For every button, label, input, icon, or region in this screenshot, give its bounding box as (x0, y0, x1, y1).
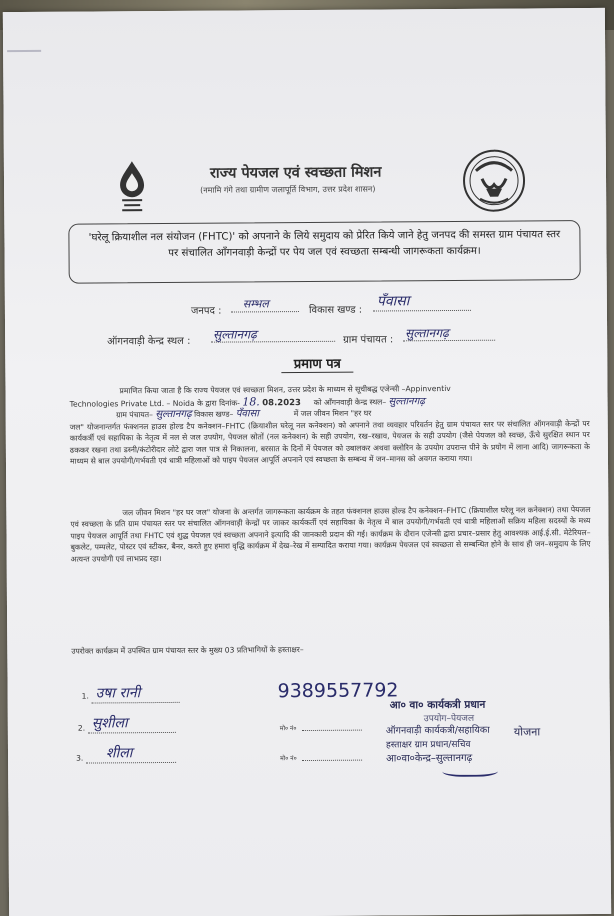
page-title: राज्य पेयजल एवं स्वच्छता मिशन (209, 164, 382, 182)
stamp-signature-scribble (442, 763, 498, 777)
vikas-khand-value: पँवासा (376, 293, 410, 310)
body-line-3-a: ग्राम पंचायत– (116, 410, 153, 420)
gram-panchayat-value: सुल्तानगढ़ (405, 326, 449, 341)
mobile-label-3: मो० नं० (280, 755, 297, 763)
mobile-label-2: मो० नं० (279, 725, 297, 733)
stamp-line-4: आ०वा०केन्द्र–सुल्तानगढ़ (386, 752, 473, 765)
paragraph-1: जल" योजनान्तर्गत फंक्शनल हाउस होल्ड टैप कनेक्शन–FHTC (क्रियाशील घरेलू नल कनेक्शन) को अपनाने तथा व्यवहार परिवर्तन हेतु ग्राम पंचायत स्तर पर संचालित ऑगनवाड़ी केन्द्रों पर कार्यकर्त्री एवं सहायिका के नेतृत्व में नल से जल उपयोग, पेयजल स्रोतों (नल कनेक्शन) के सही उपयोग, रख–रखाव, पेयजल के सही उपयोग (जैसे पेयजल को स्वच्छ, ऊँचे सुरक्षित स्थान पर ढककर रखना तथा डस्नी/कंटोरीदार लोटे द्वारा जल पात्र से निकालना, बरसात के दिनों में पेयजल को उबालकर अथवा क्लोरिन के उपयोग उपरान्त पीने के प्रयोग में लाना आदि) जागरूकता के माध्यम से बाल उपयोगी/गर्भवती एवं धात्री महिलाओं को पाइप पेयजल आपूर्ति अपनाने एवं स्वच्छता के सम्बन्ध में जन–मानस को अवगत कराया गया। (69, 419, 590, 466)
body-line-1: प्रमाणित किया जाता है कि राज्य पेयजल एवं स्वच्छता मिशन, उत्तर प्रदेश के माध्यम से सूचीबद्ध एजेन्सी –Appinventiv (119, 383, 451, 396)
paragraph-3: उपरोक्त कार्यक्रम में उपस्थित ग्राम पंचायत स्तर के मुख्य 03 प्रतिभागियों के हस्ताक्षर– (71, 645, 304, 656)
janpad-label: जनपद : (190, 305, 222, 317)
official-stamp (386, 698, 567, 795)
vikas-khand-label: विकास खण्ड : (308, 304, 363, 316)
signature-2-number: 2. (77, 723, 86, 733)
paragraph-2: जल जीवन मिशन "हर घर जल" योजना के अन्तर्गत जागरूकता कार्यक्रम के तहत फंक्शनल हाउस होल्ड टैप कनेक्शन–FHTC (क्रियाशील घरेलू नल कनेक्शन) तथा पेयजल एवं स्वच्छता के प्रति ग्राम पंचायत स्तर पर संचालित ऑगनवाड़ी केन्द्रों पर जाकर कार्यकर्ती एवं सहायिका के नेतृत्व में बाल उपयोगी/गर्भवती एवं धात्री महिलाओं सक्रिय महिला सदस्यों के मध्य पाइप पेयजल आपूर्ति तथा FHTC एवं शुद्ध पेयजल एवं स्वच्छता अपनाने इत्यादि की जानकारी प्रदान की गई। कार्यक्रम के दौरान एजेन्सी द्वारा प्रचार–प्रसार हेतु आवश्यक आई.ई.सी. मेटेरियल–बुकलेट, पम्पलेट, पोस्टर एवं स्टीकर, बैनर, करते हुए हमारा वृद्धि कार्यक्रम में देख–रेख में सम्पादित कराया गया। कार्यक्रम पेयजल एवं स्वच्छता से सम्बन्धित होने के साथ ही जन–समुदाय के लिए अत्यन्त उपयोगी एवं लाभप्रद रहा। (70, 505, 591, 564)
signature-1-field (92, 687, 180, 704)
banner-text: 'घरेलू क्रियाशील नल संयोजन (FHTC)' को अपनाने के लिये समुदाय को प्रेरित किये जाने हेतु जनपद की समस्त ग्राम पंचायत स्तर पर संचालित आँगनवाड़ी केन्द्रों पर पेय जल एवं स्वच्छता सम्बन्धी जागरूकता कार्यक्रम। (88, 229, 561, 259)
stamp-line-1: आ० वा० कार्यकत्री प्रधान (389, 698, 486, 712)
paper-mark (7, 50, 41, 52)
anganwadi-value: सुल्तानगढ़ (213, 327, 257, 342)
body-line-3-c: में जल जीवन मिशन "हर घर (293, 408, 372, 419)
janpad-field (231, 298, 299, 312)
stamp-overlay-2: योजना (513, 725, 541, 739)
body-line-2-text: Technologies Private Ltd. – Noida के द्वारा दिनांक- (69, 398, 240, 409)
janpad-value: सम्भल (242, 297, 269, 311)
program-banner (68, 220, 580, 284)
up-government-seal (462, 148, 526, 212)
signature-2-field (88, 717, 176, 734)
certificate-heading: प्रमाण पत्र (281, 354, 353, 374)
gram-panchayat-label: ग्राम पंचायत : (343, 334, 394, 346)
phone-number: 9389557792 (277, 679, 399, 703)
page-subtitle: (नमामि गंगे तथा ग्रामीण जलापूर्ति विभाग, उत्तर प्रदेश शासन) (200, 184, 376, 195)
signature-1: उषा रानी (95, 685, 141, 702)
body-line-2-b: को आँगनवाड़ी केन्द्र स्थल– (313, 397, 387, 407)
anganwadi-label: ऑगनवाड़ी केन्द्र स्थल : (107, 335, 191, 348)
signature-3-number: 3. (76, 753, 84, 763)
stamp-line-2: ऑगनवाड़ी कार्यकत्री/सहायिका (385, 724, 490, 737)
mobile-field-3 (302, 760, 362, 761)
jal-jeevan-logo (112, 159, 152, 213)
stamp-line-3: हस्ताक्षर ग्राम प्रधान/सचिव (385, 739, 471, 751)
body-line-3-b: विकास खण्ड– (194, 409, 234, 419)
document-page (3, 8, 611, 916)
date-day: 18. (242, 395, 260, 409)
signature-3-field (86, 747, 176, 764)
line-3-handwritten-1: सुल्तानगढ़ (155, 408, 192, 421)
anganwadi-field (211, 328, 335, 343)
water-drop-icon (112, 159, 152, 213)
date-rest: 08.2023 (262, 398, 301, 409)
state-emblem-icon (462, 148, 526, 212)
gram-panchayat-field (403, 327, 495, 342)
mobile-field-2 (302, 730, 362, 731)
signature-2: सुशीला (91, 715, 128, 732)
signature-1-number: 1. (81, 691, 89, 701)
stamp-overlay-1: उपयोग–पेयजल (423, 713, 475, 725)
line-2-handwritten: सुल्तानगढ़ (388, 396, 425, 408)
vikas-khand-field (373, 295, 471, 312)
line-3-handwritten-2: पँवासा (235, 408, 259, 420)
signature-3: शीला (105, 745, 133, 762)
